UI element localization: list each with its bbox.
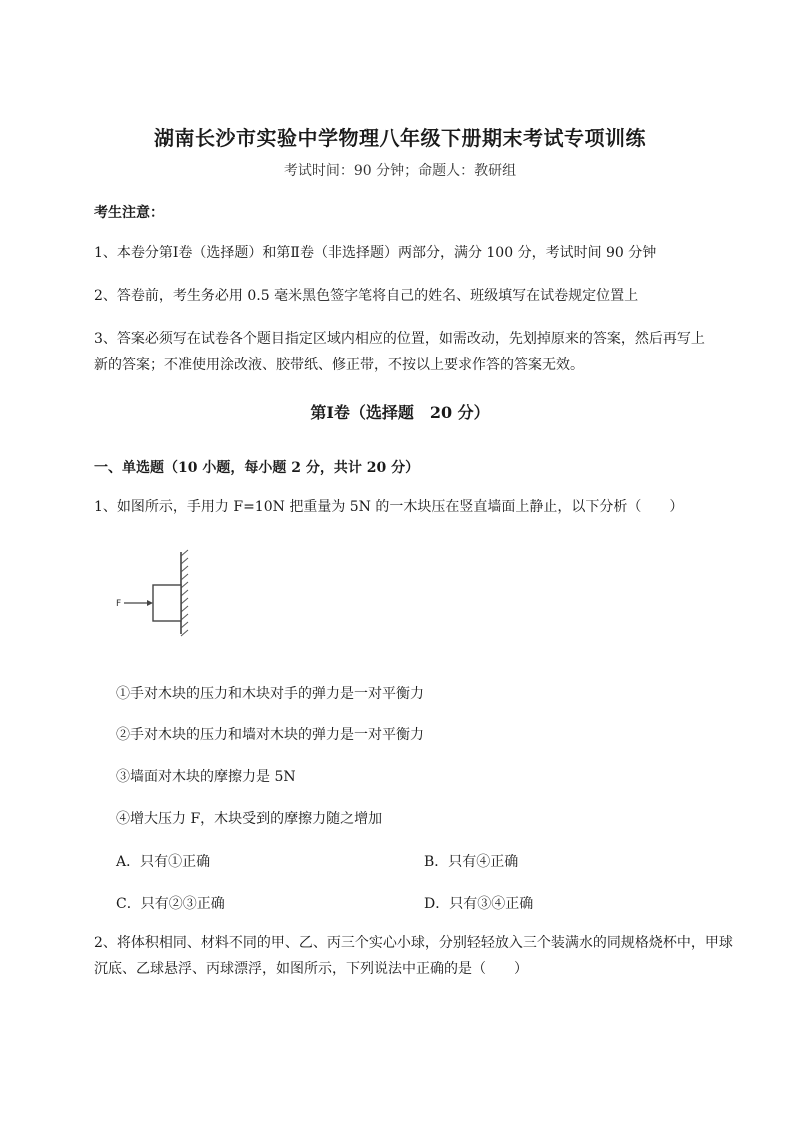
arrow-head [147, 600, 153, 606]
wall-hatching [181, 550, 188, 636]
statement-3: ③墙面对木块的摩擦力是 5N [116, 769, 296, 785]
notice-item-3: 3、答案必须写在试卷各个题目指定区域内相应的位置，如需改动，先划掉原来的答案，然后再写上新的答案；不准使用涂改液、胶带纸、修正带，不按以上要求作答的答案无效。 [94, 331, 705, 373]
question-group-heading: 一、单选题（10 小题，每小题 2 分，共计 20 分） [94, 460, 420, 476]
section-title: 第Ⅰ卷（选择题 20 分） [310, 403, 490, 422]
notice-heading: 考生注意： [94, 205, 164, 221]
statement-1: ①手对木块的压力和木块对手的弹力是一对平衡力 [116, 686, 424, 702]
notice-item-1: 1、本卷分第Ⅰ卷（选择题）和第Ⅱ卷（非选择题）两部分，满分 100 分，考试时间 90 分钟 [94, 245, 657, 261]
option-a: A．只有①正确 [116, 854, 211, 870]
notice-item-2: 2、答卷前，考生务必用 0.5 毫米黑色签字笔将自己的姓名、班级填写在试卷规定位置上 [94, 288, 639, 304]
exam-info: 考试时间：90 分钟；命题人：教研组 [283, 163, 517, 179]
statement-2: ②手对木块的压力和墙对木块的弹力是一对平衡力 [116, 727, 424, 743]
force-diagram [108, 548, 208, 638]
page-title: 湖南长沙市实验中学物理八年级下册期末考试专项训练 [154, 126, 646, 150]
force-label: F [116, 599, 122, 609]
option-c: C．只有②③正确 [116, 896, 225, 912]
option-d: D．只有③④正确 [424, 896, 534, 912]
option-b: B．只有④正确 [424, 854, 519, 870]
statement-4: ④增大压力 F，木块受到的摩擦力随之增加 [116, 811, 383, 827]
question-2-stem: 2、将体积相同、材料不同的甲、乙、丙三个实心小球，分别轻轻放入三个装满水的同规格烧杯中，甲球沉底、乙球悬浮、丙球漂浮，如图所示，下列说法中正确的是（ ） [94, 935, 733, 977]
question-1-stem: 1、如图所示，手用力 F=10N 把重量为 5N 的一木块压在竖直墙面上静止，以下分析（ ） [94, 499, 684, 515]
wood-block [153, 585, 181, 621]
